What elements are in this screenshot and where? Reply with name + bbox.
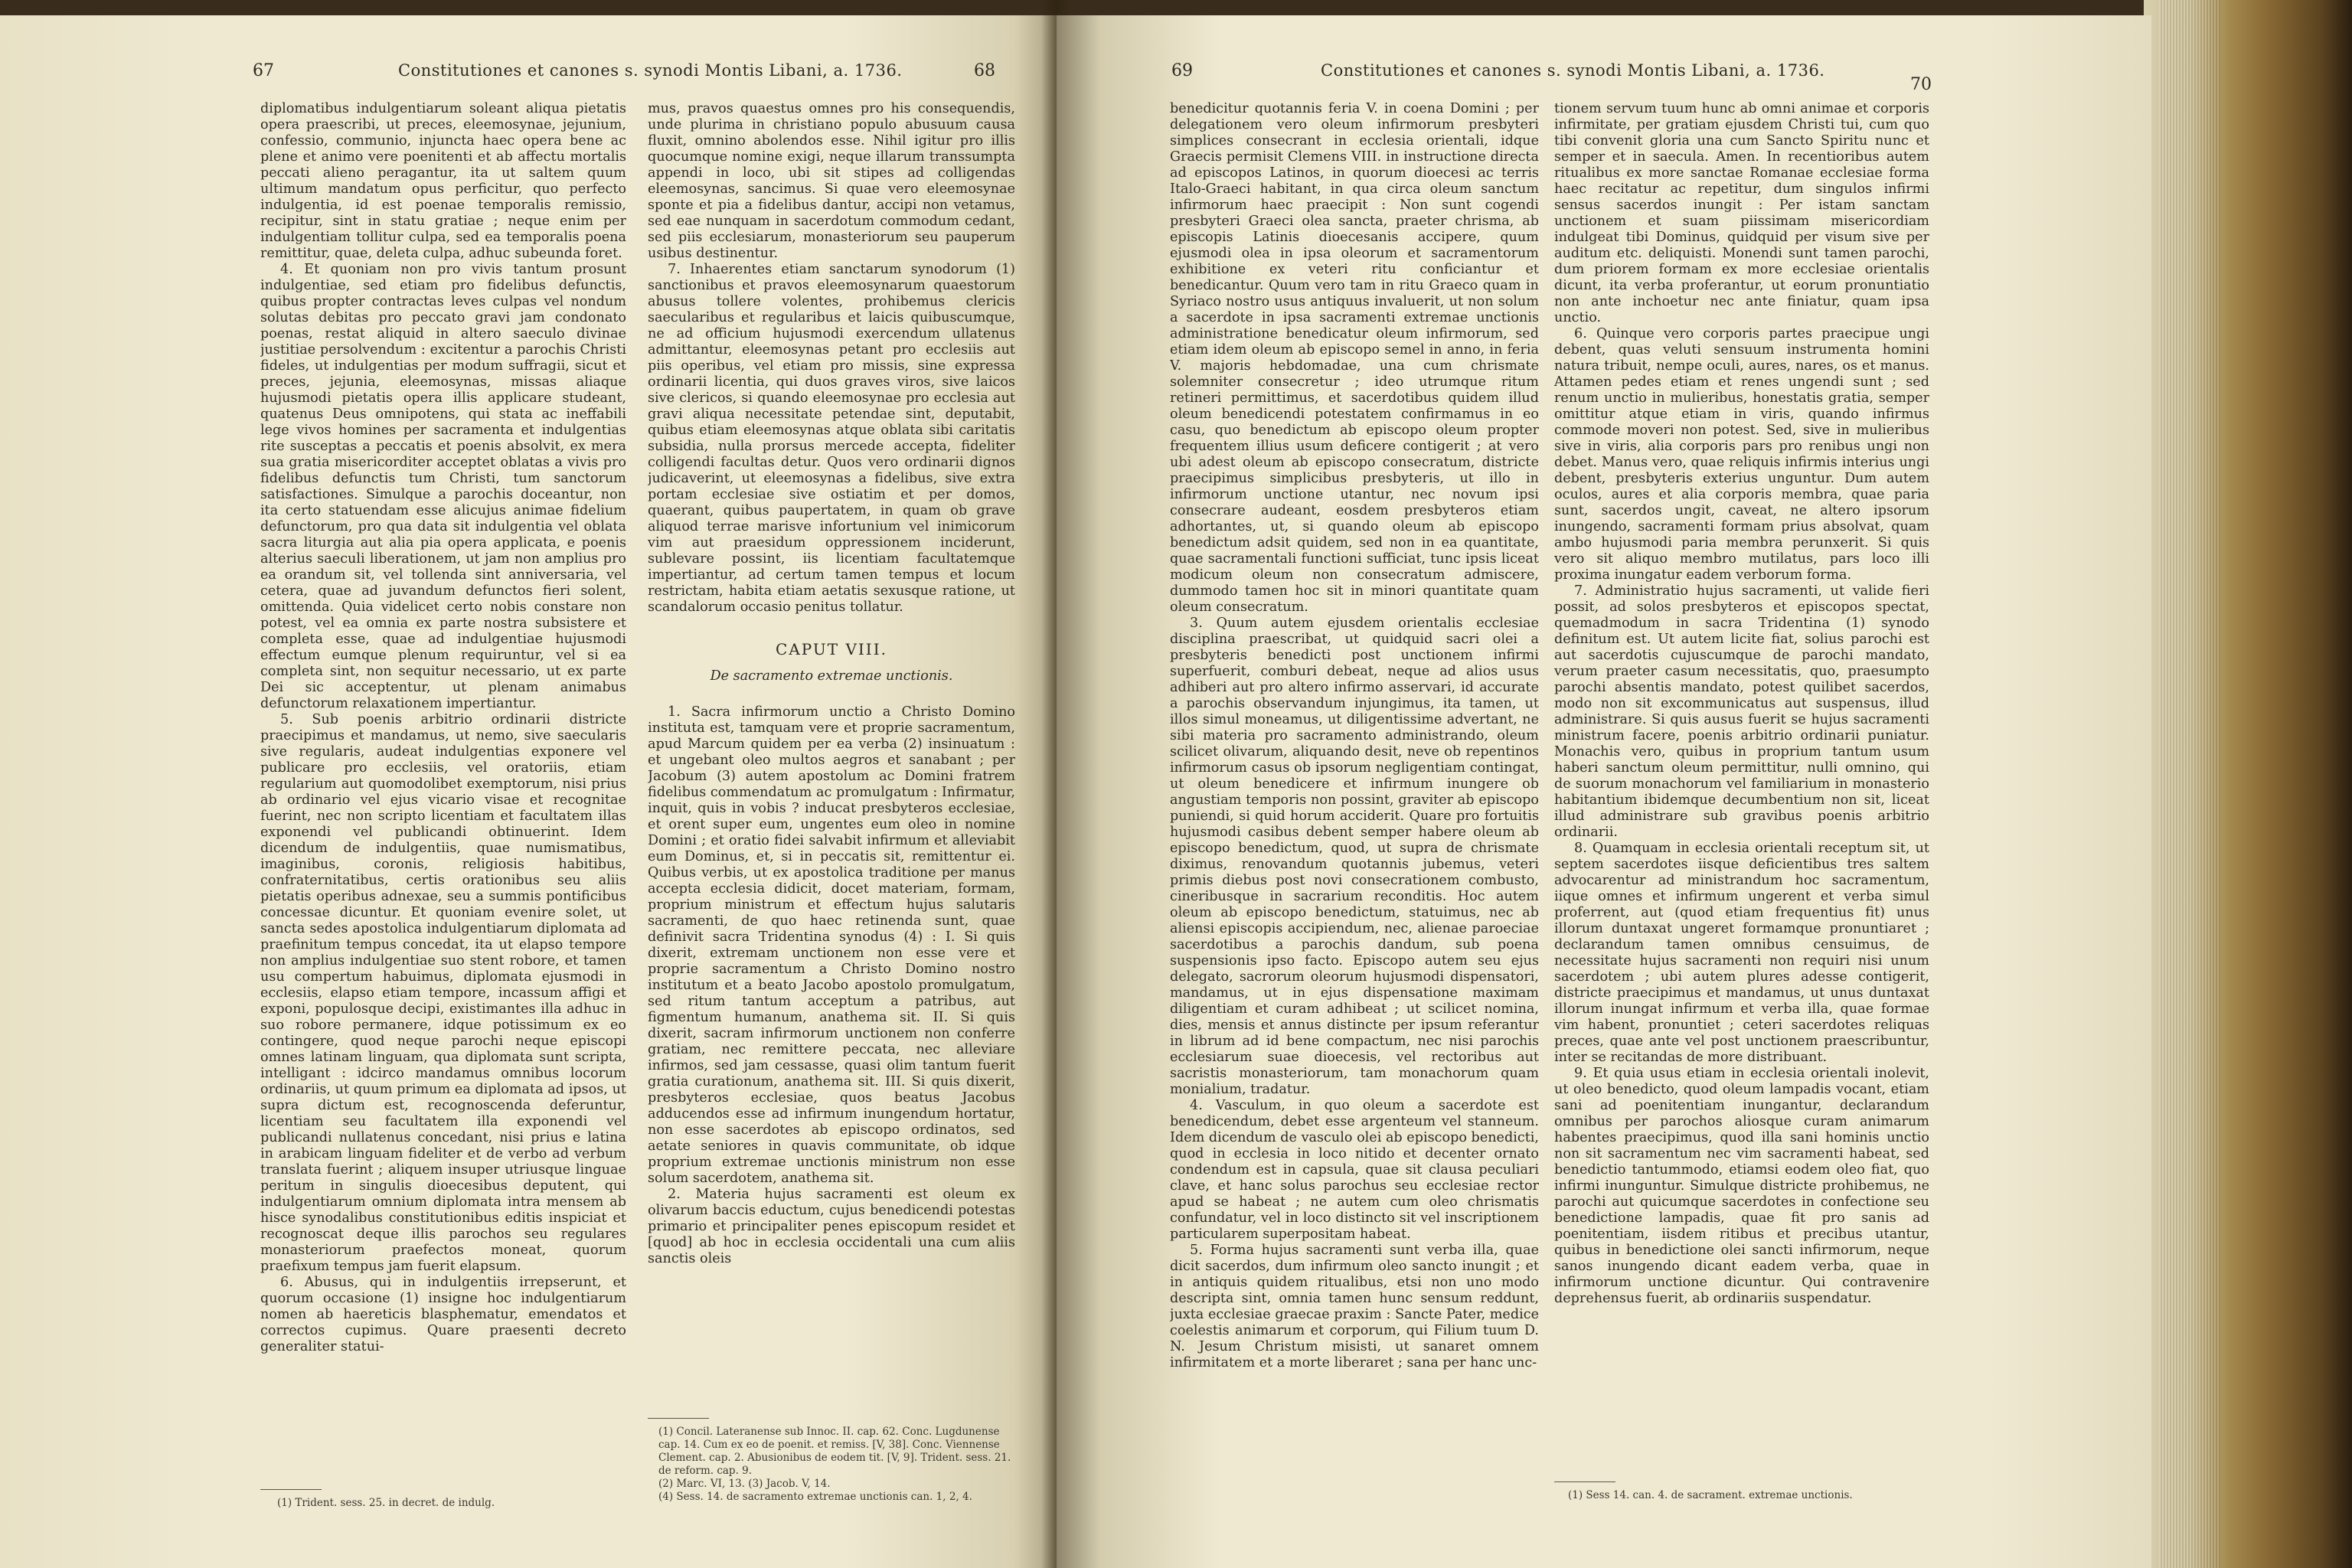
paragraph: diplomatibus indulgentiarum soleant aliqua pietatis opera praescribi, ut preces, eleemosynae, jejunium, confessio, communio, injuncta haec opera bene ac plene et animo vere poenitenti et ab affectu mortalis peccati alieno peragantur, ita ut saltem quum ultimum mandatum opus perficitur, quo perfecto indulgentia, id est poenae temporalis remissio, recipitur, sint in statu gratiae ; neque enim per indulgentiam tollitur culpa, sed ea temporalis poena remittitur, quae, deleta culpa, adhuc subeunda foret. bbox=[260, 101, 626, 261]
footnote: (2) Marc. VI, 13. (3) Jacob. V, 14. bbox=[658, 1478, 831, 1490]
paragraph: 5. Sub poenis arbitrio ordinarii districte praecipimus et mandamus, ut nemo, sive saecularis sive regularis, audeat indulgentias exponere vel publicare pro ecclesiis, vel oratoriis, etiam regularium aut quomodolibet exemptorum, nisi prius ab ordinario vel ejus vicario visae et recognitae fuerint, nec non scripto licentiam et facultatem illas exponendi vel publicandi obtinuerint. Idem dicendum de indulgentiis, quae numismatibus, imaginibus, coronis, religiosis habitibus, confraternitatibus, certis orationibus seu aliis pietatis operibus adnexae, seu a summis pontificibus concessae dicuntur. Et quoniam evenire solet, ut sancta sedes apostolica indulgentiarum diplomata ad praefinitum tempus concedat, ita ut elapso tempore non amplius indulgentiae suo stent robore, et tamen usu compertum habuimus, diplomata ejusmodi in ecclesiis, elapso etiam tempore, incassum affigi et exponi, populosque decipi, existimantes illa adhuc in suo robore permanere, idque potissimum ex eo contingere, quod neque parochi neque episcopi omnes latinam linguam, qua diplomata sunt scripta, intelligant : idcirco mandamus omnibus locorum ordinariis, ut quum primum ea diplomata ad ipsos, ut supra dictum est, recognoscenda deferuntur, licentiam seu facultatem illa exponendi vel publicandi nullatenus concedant, nisi prius e latina in arabicam linguam fideliter et de verbo ad verbum translata fuerint ; aliquem insuper utriusque linguae peritum in singulis dioecesibus deputent, qui indulgentiarum omnium diplomata intra mensem ab hisce synodalibus constitutionibus editis inspiciat et recognoscat deque illis parochos seu regulares monasteriorum praefectos moneat, quorum praefixum tempus jam fuerit elapsum. bbox=[260, 712, 626, 1274]
right-page bbox=[1057, 15, 2151, 1568]
footnote: (4) Sess. 14. de sacramento extremae unctionis can. 1, 2, 4. bbox=[658, 1491, 972, 1503]
chapter-heading: CAPUT VIII. bbox=[776, 640, 887, 658]
left-page-column-2-footnotes bbox=[658, 1426, 1015, 1504]
left-page bbox=[0, 15, 1057, 1568]
footnote: (1) Sess 14. can. 4. de sacrament. extremae unctionis. bbox=[1568, 1489, 1853, 1501]
right-page-column-1 bbox=[1170, 101, 1539, 1502]
page-number-left-second: 68 bbox=[974, 61, 995, 80]
paragraph: 4. Vasculum, in quo oleum a sacerdote est benedicendum, debet esse argenteum vel stanneum. Idem dicendum de vasculo olei ab episcopo benedicti, quod in ecclesia in loco nitido et decenter ornato condendum est in capsula, quae sit clausa peculiari clave, et hanc solus parochus seu ecclesiae rector apud se habeat ; ne autem cum oleo chrismatis confundatur, vel in loco distincto sit vel inscriptionem particularem superpositam habeat. bbox=[1170, 1098, 1539, 1242]
paragraph: 3. Quum autem ejusdem orientalis ecclesiae disciplina praescribat, ut quidquid sacri olei a presbyteris benedicti post unctionem infirmi superfuerit, comburi debeat, neque ad alios usus adhiberi aut pro altero infirmo asservari, id accurate a parochis observandum injungimus, ita tamen, ut illos simul moneamus, ut diligentissime advertant, ne sibi materia pro sacramento administrando, oleum scilicet olivarum, aliquando desit, neve ob repentinos infirmorum casus ob ipsorum negligentiam contingat, ut oleum benedicere et infirmum inungere ob angustiam temporis non possint, graviter ab episcopo puniendi, si quid horum acciderit. Quare pro fortuitis hujusmodi casibus debent semper habere oleum ab episcopo benedictum, quod, ut supra de chrismate diximus, renovandum quotannis jubemus, veteri primis diebus post novi consecrationem combusto, cineribusque in sacrarium reconditis. Hoc autem oleum ab episcopo benedictum, statuimus, nec ab aliensi episcopis accipiendum, nec, alienae paroeciae sacerdotibus a parochis dandum, sub poena suspensionis ipso facto. Episcopo autem seu ejus delegato, sacrorum oleorum hujusmodi dispensatori, mandamus, ut in ejus dispensatione maximam diligentiam et curam adhibeat ; ut scilicet nomina, dies, mensis et annus distincte per ipsum referantur in librum ad id bene compactum, nec nisi parochis ecclesiarum suae dioecesis, vel rectoribus aut sacristis monasteriorum, tam monachorum quam monialium, tradatur. bbox=[1170, 616, 1539, 1097]
paragraph: 2. Materia hujus sacramenti est oleum ex olivarum baccis eductum, cujus benedicendi potestas primario et principaliter penes episcopum residet et [quod] ab hoc in ecclesia occidentali una cum aliis sanctis oleis bbox=[648, 1187, 1015, 1266]
paragraph: tionem servum tuum hunc ab omni animae et corporis infirmitate, per gratiam ejusdem Christi tui, cum quo tibi convenit gloria una cum Sancto Spiritu nunc et semper et in saecula. Amen. In recentioribus autem ritualibus ex more sanctae Romanae ecclesiae forma haec recitatur ac repetitur, dum singulos infirmi sensus sacerdos inungit : Per istam sanctam unctionem et suam piissimam misericordiam indulgeat tibi Dominus, quidquid per visum sive per auditum etc. deliquisti. Monendi sunt tamen parochi, dum priorem formam ex more ecclesiae orientalis dicunt, ita verba proferantur, ut eorum pronuntiatio non ante inchoetur nec ante finiatur, quam ipsa unctio. bbox=[1554, 101, 1929, 325]
page-number-left: 67 bbox=[253, 61, 274, 80]
footnote-rule bbox=[260, 1489, 322, 1490]
running-title-right: Constitutiones et canones s. synodi Montis Libani, a. 1736. bbox=[1321, 61, 1825, 80]
paragraph: mus, pravos quaestus omnes pro his consequendis, unde plurima in christiano populo abusuum causa fluxit, omnino abolendos esse. Nihil igitur pro illis quocumque nomine exigi, neque illarum transsumpta appendi in loco, ubi sit stipes ad colligendas eleemosynas, sancimus. Si quae vero eleemosynae sponte et pia a fidelibus dantur, accipi non vetamus, sed eae nunquam in sacerdotum commodum cedant, sed piis ecclesiarum, monasteriorum seu pauperum usibus destinentur. bbox=[648, 101, 1015, 261]
paragraph: 7. Inhaerentes etiam sanctarum synodorum (1) sanctionibus et pravos eleemosynarum quaestorum abusus tollere volentes, prohibemus clericis saecularibus et regularibus et laicis quibuscumque, ne ad officium hujusmodi exercendum ullatenus admittantur, eleemosynas petant pro ecclesiis aut piis operibus, vel etiam pro missis, sine expressa ordinarii licentia, qui duos graves viros, sive laicos sive clericos, si quando eleemosynae pro ecclesia aut gravi aliqua necessitate petendae sint, deputabit, quibus etiam eleemosynas atque oblata sibi caritatis subsidia, nulla prorsus mercede accepta, fideliter colligendi facultas detur. Quos vero ordinarii dignos judicaverint, ut eleemosynas a fidelibus, sive extra portam ecclesiae sive ostiatim et per domos, quaerant, quibus paupertatem, in quam ob grave aliquod terrae marisve infortunium vel inimicorum vim aut praesidum oppressionem inciderunt, sublevare possint, iis licentiam facultatemque impertiantur, ad certum tamen tempus et locum restrictam, habita etiam aetatis sexusque ratione, ut scandalorum occasio penitus tollatur. bbox=[648, 262, 1015, 615]
footnote-rule bbox=[648, 1418, 709, 1419]
paragraph: benedicitur quotannis feria V. in coena Domini ; per delegationem vero oleum infirmorum presbyteri simplices consecrant in ecclesia orientali, idque Graecis permisit Clemens VIII. in instructione directa ad episcopos Latinos, in quorum dioecesi ac terris Italo-Graeci habitant, in qua circa oleum sanctum infirmorum haec praecipit : Non sunt cogendi presbyteri Graeci olea sancta, praeter chrisma, ab episcopis Latinis dioecesanis accipere, quum ejusmodi olea in ipsa oleorum et sacramentorum exhibitione ex veteri ritu conficiantur et benedicantur. Quum vero tam in ritu Graeco quam in Syriaco nostro usus antiquus invaluerit, ut non solum a sacerdote in ipsa sacramenti extremae unctionis administratione benedicatur oleum infirmorum, sed etiam idem oleum ab episcopo semel in anno, in feria V. majoris hebdomadae, una cum chrismate solemniter consecretur ; ideo utrumque ritum retineri permittimus, et sacerdotibus quidem illud oleum benedicendi potestatem confirmamus in eo casu, quo benedictum ab episcopo oleum propter frequentem illius usum deficere contigerit ; at vero ubi adest oleum ab episcopo consecratum, districte praecipimus simplicibus presbyteris, ut illo in infirmorum unctione utantur, nec novum ipsi consecrare audeant, eosdem presbyteros etiam adhortantes, ut, si quando oleum ab episcopo benedictum adsit quidem, sed non in ea quantitate, quae sacramentali functioni sufficiat, tunc ipsis liceat modicum oleum non consecratum admiscere, dummodo tamen hoc sit in minori quantitate quam oleum consecratum. bbox=[1170, 101, 1539, 615]
paragraph: 5. Forma hujus sacramenti sunt verba illa, quae dicit sacerdos, dum infirmum oleo sancto inungit ; et in antiquis quidem ritualibus, etsi non uno modo descripta sint, omnia tamen hunc sensum reddunt, juxta ecclesiae graecae praxim : Sancte Pater, medice coelestis animarum et corporum, qui Filium tuum D. N. Jesum Christum misisti, ut sanaret omnem infirmitatem et a morte liberaret ; sana per hanc unc- bbox=[1170, 1243, 1539, 1370]
paragraph: 4. Et quoniam non pro vivis tantum prosunt indulgentiae, sed etiam pro fidelibus defunctis, quibus propter contractas leves culpas vel nondum solutas debitas pro peccato gravi jam condonato poenas, restat aliquid in altero saeculo divinae justitiae persolvendum : excitentur a parochis Christi fideles, ut indulgentias per modum suffragii, sicut et preces, jejunia, eleemosynas, missas aliaque hujusmodi pietatis opera illis applicare studeant, quatenus Deus omnipotens, qui stata ac ineffabili lege vivos homines per sacramenta et indulgentias rite susceptas a peccatis et poenis absolvit, ex mera sua gratia misericorditer acceptet oblatas a vivis pro fidelibus defunctis tum Christi, tum sanctorum satisfactiones. Simulque a parochis doceantur, non ita certo statuendam esse alicujus animae fidelium defunctorum, pro qua data sit indulgentia vel oblata sacra liturgia aut alia pia opera applicata, e poenis alterius saeculi liberationem, ut jam non amplius pro ea orandum sit, vel tollenda sint anniversaria, vel cetera, quae ad juvandum defunctos fieri solent, omittenda. Quia videlicet certo nobis constare non potest, vel ea omnia ex parte nostra subsistere et completa esse, quae ad indulgentiae hujusmodi effectum eumque plenum requiruntur, vel si ea completa sint, non sequitur necessario, ut ex parte Dei sic acceptentur, ut plenam animabus defunctorum relaxationem impertiantur. bbox=[260, 262, 626, 711]
left-page-column-2 bbox=[648, 101, 1015, 1412]
page-edges bbox=[2159, 0, 2220, 1568]
paragraph: 6. Abusus, qui in indulgentiis irrepserunt, et quorum occasione (1) insigne hoc indulgentiarum nomen ab haereticis blasphematur, emendatos et correctos cupimus. Quare praesenti decreto generaliter statui- bbox=[260, 1275, 626, 1354]
paragraph: 6. Quinque vero corporis partes praecipue ungi debent, quas veluti sensuum instrumenta homini natura tribuit, nempe oculi, aures, nares, os et manus. Attamen pedes etiam et renes ungendi sunt ; sed renum unctio in mulieribus, honestatis gratia, semper omittitur atque etiam in viris, quando infirmus commode moveri non potest. Sed, sive in mulieribus sive in viris, alia corporis pars pro renibus ungi non debet. Manus vero, quae reliquis infirmis interius ungi debent, presbyteris exterius unguntur. Dum autem oculos, aures et alia corporis membra, quae paria sunt, sacerdos ungit, caveat, ne altero ipsorum inungendo, sacramenti formam prius absolvat, quam ambo hujusmodi paria membra perunxerit. Si quis vero sit aliquo membro mutilatus, pars loco illi proxima inungatur eadem verborum forma. bbox=[1554, 326, 1929, 583]
footnote: (1) Concil. Lateranense sub Innoc. II. cap. 62. Conc. Lugdunense cap. 14. Cum ex eo de poenit. et remiss. [V, 38]. Conc. Viennense Clement. cap. 2. Abusionibus de eodem tit. [V, 9]. Trident. sess. 21. de reform. cap. 9. bbox=[658, 1426, 1011, 1477]
paragraph: 9. Et quia usus etiam in ecclesia orientali inolevit, ut oleo benedicto, quod oleum lampadis vocant, etiam sani ad poenitentiam inungantur, declarandum omnibus per parochos aliosque curam animarum habentes praecipimus, quod illa sani hominis unctio non sit sacramentum nec vim sacramenti habeat, sed benedictio tantummodo, etiamsi eodem oleo fiat, quo infirmi inunguntur. Simulque districte prohibemus, ne parochi aut quicumque sacerdotes in confectione seu benedictione lampadis, quae fit pro sanis ad poenitentiam, iisdem ritibus et precibus utantur, quibus in benedictione olei sancti infirmorum, neque sanos inungendo dicant eadem verba, quae in infirmorum unctione dicuntur. Qui contravenire deprehensus fuerit, ab ordinariis suspendatur. bbox=[1554, 1066, 1929, 1306]
right-page-column-2-footnotes bbox=[1568, 1489, 1929, 1502]
left-page-column-1 bbox=[260, 101, 626, 1487]
page-number-right: 69 bbox=[1171, 61, 1193, 80]
footnote: (1) Trident. sess. 25. in decret. de indulg. bbox=[277, 1497, 495, 1509]
paragraph: 8. Quamquam in ecclesia orientali receptum sit, ut septem sacerdotes iisque deficientibus tres saltem advocarentur ad ministrandum hoc sacramentum, iique omnes et infirmum ungerent et verba simul proferrent, aut (quod etiam frequentius fit) unus illorum duntaxat ungeret formamque pronuntiaret ; declarandum tamen omnibus censuimus, de necessitate hujus sacramenti non requiri nisi unum sacerdotem ; ubi autem plures adesse contigerit, districte praecipimus et mandamus, ut unus duntaxat illorum inungat infirmum et verba illa, quae formae vim habent, pronuntiet ; ceteri sacerdotes reliquas preces, quae ante vel post unctionem praescribuntur, inter se recitandas de more distribuant. bbox=[1554, 841, 1929, 1065]
chapter-subtitle: De sacramento extremae unctionis. bbox=[710, 668, 953, 684]
footnote-rule bbox=[1554, 1481, 1615, 1482]
paragraph: 7. Administratio hujus sacramenti, ut valide fieri possit, ad solos presbyteros et episcopos spectat, quemadmodum in sacra Tridentina (1) synodo definitum est. Ut autem licite fiat, solius parochi est aut sacerdotis cujuscumque de parochi mandato, verum praeter casum necessitatis, quo, praesumpto parochi absentis mandato, potest quilibet sacerdos, modo non sit excommunicatus aut suspensus, illud administrare. Si quis ausus fuerit se hujus sacramenti ministrum facere, poenis arbitrio ordinarii puniatur. Monachis vero, quibus in proprium tantum usum haberi sanctum oleum permittitur, nulli omnino, qui de suorum monachorum vel familiarium in monasterio habitantium ibidemque decumbentium non sit, liceat illud administrare sub gravibus poenis arbitrio ordinarii. bbox=[1554, 583, 1929, 840]
paragraph: 1. Sacra infirmorum unctio a Christo Domino instituta est, tamquam vere et proprie sacramentum, apud Marcum quidem per ea verba (2) insinuatum : et ungebant oleo multos aegros et sanabant ; per Jacobum (3) autem apostolum ac Domini fratrem fidelibus commendatum ac promulgatum : Infirmatur, inquit, quis in vobis ? inducat presbyteros ecclesiae, et orent super eum, ungentes eum oleo in nomine Domini ; et oratio fidei salvabit infirmum et alleviabit eum Dominus, et, si in peccatis sit, remittentur ei. Quibus verbis, ut ex apostolica traditione per manus accepta ecclesia didicit, docet materiam, formam, proprium ministrum et effectum hujus salutaris sacramenti, de quo haec retinenda sunt, quae definivit sacra Tridentina synodus (4) : I. Si quis dixerit, extremam unctionem non esse vere et proprie sacramentum a Christo Domino nostro institutum et a beato Jacobo apostolo promulgatum, sed ritum tantum acceptum a patribus, aut figmentum humanum, anathema sit. II. Si quis dixerit, sacram infirmorum unctionem non conferre gratiam, nec remittere peccata, nec alleviare infirmos, sed jam cessasse, quasi olim tantum fuerit gratia curationum, anathema sit. III. Si quis dixerit, presbyteros ecclesiae, quos beatus Jacobus adducendos esse ad infirmum inungendum hortatur, non esse sacerdotes ab episcopo ordinatos, sed aetate seniores in quavis communitate, ob idque proprium extremae unctionis ministrum non esse solum sacerdotem, anathema sit. bbox=[648, 704, 1015, 1186]
left-page-column-1-footnotes bbox=[277, 1497, 626, 1510]
page-number-right-second: 70 bbox=[1910, 75, 1932, 94]
running-title-left: Constitutiones et canones s. synodi Montis Libani, a. 1736. bbox=[398, 61, 903, 80]
right-page-column-2 bbox=[1554, 101, 1929, 1479]
